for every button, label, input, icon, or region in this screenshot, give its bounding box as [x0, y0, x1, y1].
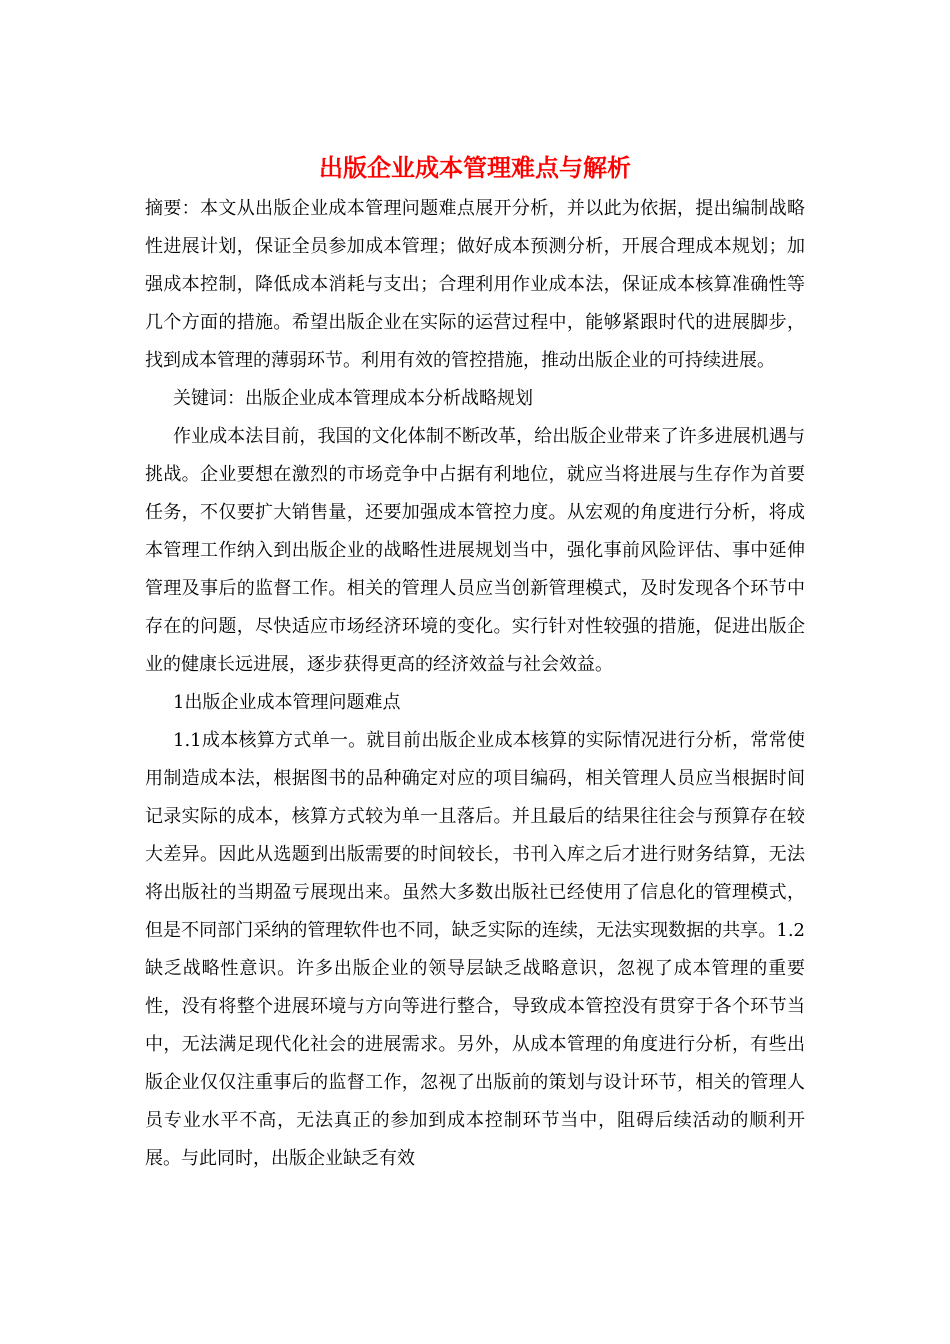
keywords-paragraph: 关键词：出版企业成本管理成本分析战略规划 — [173, 388, 533, 409]
section-heading: 1出版企业成本管理问题难点 — [173, 692, 401, 713]
intro-paragraph: 作业成本法目前，我国的文化体制不断改革，给出版企业带来了许多进展机遇与挑战。企业要想在激烈的市场竞争中占据有利地位，就应当将进展与生存作为首要任务，不仅要扩大销售量，还要加强成本管控力度。从宏观的角度进行分析，将成本管理工作纳入到出版企业的战略性进展规划当中，强化事前风险评估、事中延伸管理及事后的监督工作。相关的管理人员应当创新管理模式，及时发现各个环节中存在的问题，尽快适应市场经济环境的变化。实行针对性较强的措施，促进出版企业的健康长远进展，逐步获得更高的经济效益与社会效益。 — [145, 426, 805, 675]
section-paragraph: 1.1成本核算方式单一。就目前出版企业成本核算的实际情况进行分析，常常使用制造成本法，根据图书的品种确定对应的项目编码，相关管理人员应当根据时间记录实际的成本，核算方式较为单一且落后。并且最后的结果往往会与预算存在较大差异。因此从选题到出版需要的时间较长，书刊入库之后才进行财务结算，无法将出版社的当期盈亏展现出来。虽然大多数出版社已经使用了信息化的管理模式，但是不同部门采纳的管理软件也不同，缺乏实际的连续，无法实现数据的共享。1.2缺乏战略性意识。许多出版企业的领导层缺乏战略意识，忽视了成本管理的重要性，没有将整个进展环境与方向等进行整合，导致成本管控没有贯穿于各个环节当中，无法满足现代化社会的进展需求。另外，从成本管理的角度进行分析，有些出版企业仅仅注重事后的监督工作，忽视了出版前的策划与设计环节，相关的管理人员专业水平不高，无法真正的参加到成本控制环节当中，阻碍后续活动的顺利开展。与此同时，出版企业缺乏有效 — [145, 730, 805, 1169]
document-title: 出版企业成本管理难点与解析 — [319, 153, 631, 182]
abstract-paragraph: 摘要：本文从出版企业成本管理问题难点展开分析，并以此为依据，提出编制战略性进展计划，保证全员参加成本管理；做好成本预测分析，开展合理成本规划；加强成本控制，降低成本消耗与支出；合理利用作业成本法，保证成本核算准确性等几个方面的措施。希望出版企业在实际的运营过程中，能够紧跟时代的进展脚步，找到成本管理的薄弱环节。利用有效的管控措施，推动出版企业的可持续进展。 — [145, 198, 805, 371]
document-body — [145, 190, 805, 1178]
